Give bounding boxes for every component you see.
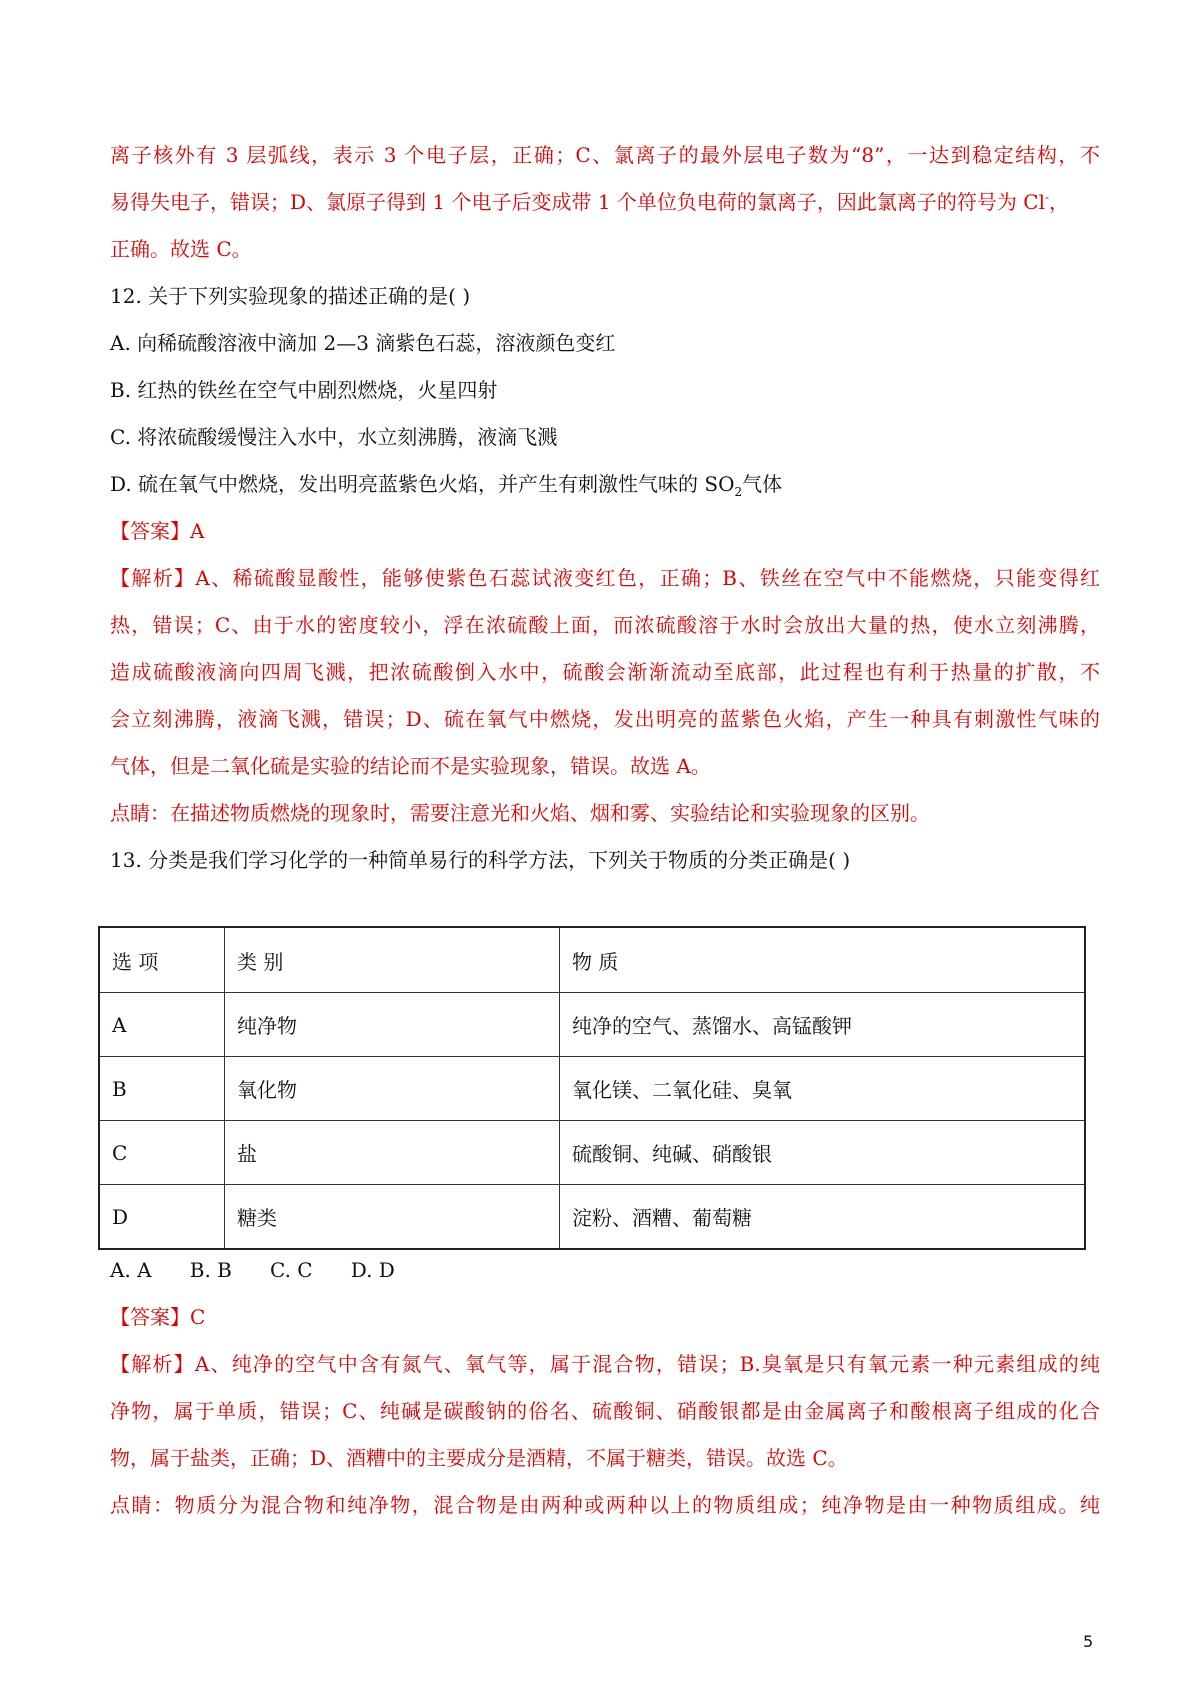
q12-option-d-end: 气体: [742, 472, 783, 496]
so2-subscript: 2: [734, 485, 743, 499]
classification-table: [98, 926, 1086, 1250]
solution-line-2-end: ，: [1049, 190, 1070, 214]
q13-stem: 13. 分类是我们学习化学的一种简单易行的科学方法，下列关于物质的分类正确是( ): [110, 848, 851, 872]
table-row: [99, 1057, 1085, 1121]
q13-answer-value: C: [190, 1305, 206, 1329]
table-cell: A: [99, 993, 225, 1057]
q12-option-c: C. 将浓硫酸缓慢注入水中，水立刻沸腾，液滴飞溅: [110, 425, 558, 449]
table-cell: 氧化物: [225, 1057, 560, 1121]
table-row: [99, 993, 1085, 1057]
page-number: 5: [1083, 1632, 1094, 1651]
q13-answer: [110, 1303, 205, 1331]
chloride-charge: -: [1044, 190, 1050, 205]
q12-analysis-line: 【解析】A、稀硫酸显酸性，能够使紫色石蕊试液变红色，正确；B、铁丝在空气中不能燃烧，只能变得红: [110, 566, 1100, 590]
table-cell: D: [99, 1185, 225, 1250]
q12-analysis-line: 气体，但是二氧化硫是实验的结论而不是实验现象，错误。故选 A。: [110, 754, 711, 778]
table-header-row: [99, 927, 1085, 993]
q12-option-d: [110, 470, 782, 498]
q12-stem: 12. 关于下列实验现象的描述正确的是( ): [110, 284, 471, 308]
q12-analysis-line: 造成硫酸液滴向四周飞溅，把浓硫酸倒入水中，硫酸会渐渐流动至底部，此过程也有利于热量的扩散，不: [110, 660, 1100, 684]
q12-analysis-line: 热，错误；C、由于水的密度较小，浮在浓硫酸上面，而浓硫酸溶于水时会放出大量的热，使水立刻沸腾，: [110, 613, 1100, 637]
table-cell: C: [99, 1121, 225, 1185]
q12-analysis-line: 会立刻沸腾，液滴飞溅，错误；D、硫在氧气中燃烧，发出明亮的蓝紫色火焰，产生一种具有刺激性气味的: [110, 707, 1100, 731]
q13-analysis-line: 【解析】A、纯净的空气中含有氮气、氧气等，属于混合物，错误；B.臭氧是只有氧元素一种元素组成的纯: [110, 1352, 1100, 1376]
q12-answer-label: 【答案】: [110, 519, 190, 543]
table-cell: 纯净物: [225, 993, 560, 1057]
table-cell: 淀粉、酒糟、葡萄糖: [560, 1185, 1086, 1250]
table-row: [99, 1185, 1085, 1250]
table-row: [99, 1121, 1085, 1185]
q13-answer-label: 【答案】: [110, 1305, 190, 1329]
table-header-cell: 物 质: [560, 927, 1086, 993]
q12-option-d-text: D. 硫在氧气中燃烧，发出明亮蓝紫色火焰，并产生有刺激性气味的 SO: [110, 472, 735, 496]
solution-line-1: 离子核外有 3 层弧线，表示 3 个电子层，正确；C、氯离子的最外层电子数为“8”，一达到稳定结构，不: [110, 143, 1100, 167]
table-cell: 盐: [225, 1121, 560, 1185]
solution-line-2-text: 易得失电子，错误；D、氯原子得到 1 个电子后变成带 1 个单位负电荷的氯离子，因此氯离子的符号为 Cl: [110, 190, 1045, 214]
q13-analysis-line: 物，属于盐类，正确；D、酒糟中的主要成分是酒精，不属于糖类，错误。故选 C。: [110, 1446, 848, 1470]
table-cell: B: [99, 1057, 225, 1121]
solution-line-3: 正确。故选 C。: [110, 237, 252, 261]
table-cell: 纯净的空气、蒸馏水、高锰酸钾: [560, 993, 1086, 1057]
q13-analysis-line: 净物，属于单质，错误；C、纯碱是碳酸钠的俗名、硫酸铜、硝酸银都是由金属离子和酸根离子组成的化合: [110, 1399, 1100, 1423]
q12-option-a: A. 向稀硫酸溶液中滴加 2—3 滴紫色石蕊，溶液颜色变红: [110, 331, 616, 355]
table-cell: 硫酸铜、纯碱、硝酸银: [560, 1121, 1086, 1185]
q12-tip: 点睛：在描述物质燃烧的现象时，需要注意光和火焰、烟和雾、实验结论和实验现象的区别。: [110, 801, 930, 825]
table-cell: 氧化镁、二氧化硅、臭氧: [560, 1057, 1086, 1121]
table-header-cell: 选 项: [99, 927, 225, 993]
q12-answer: [110, 517, 204, 545]
table-cell: 糖类: [225, 1185, 560, 1250]
q12-option-b: B. 红热的铁丝在空气中剧烈燃烧，火星四射: [110, 378, 498, 402]
solution-line-2: [110, 188, 1069, 216]
q13-tip: 点睛：物质分为混合物和纯净物，混合物是由两种或两种以上的物质组成；纯净物是由一种物质组成。纯: [110, 1493, 1100, 1517]
q12-answer-value: A: [190, 519, 205, 543]
q13-choices: A. A B. B C. C D. D: [110, 1258, 395, 1282]
table-header-cell: 类 别: [225, 927, 560, 993]
